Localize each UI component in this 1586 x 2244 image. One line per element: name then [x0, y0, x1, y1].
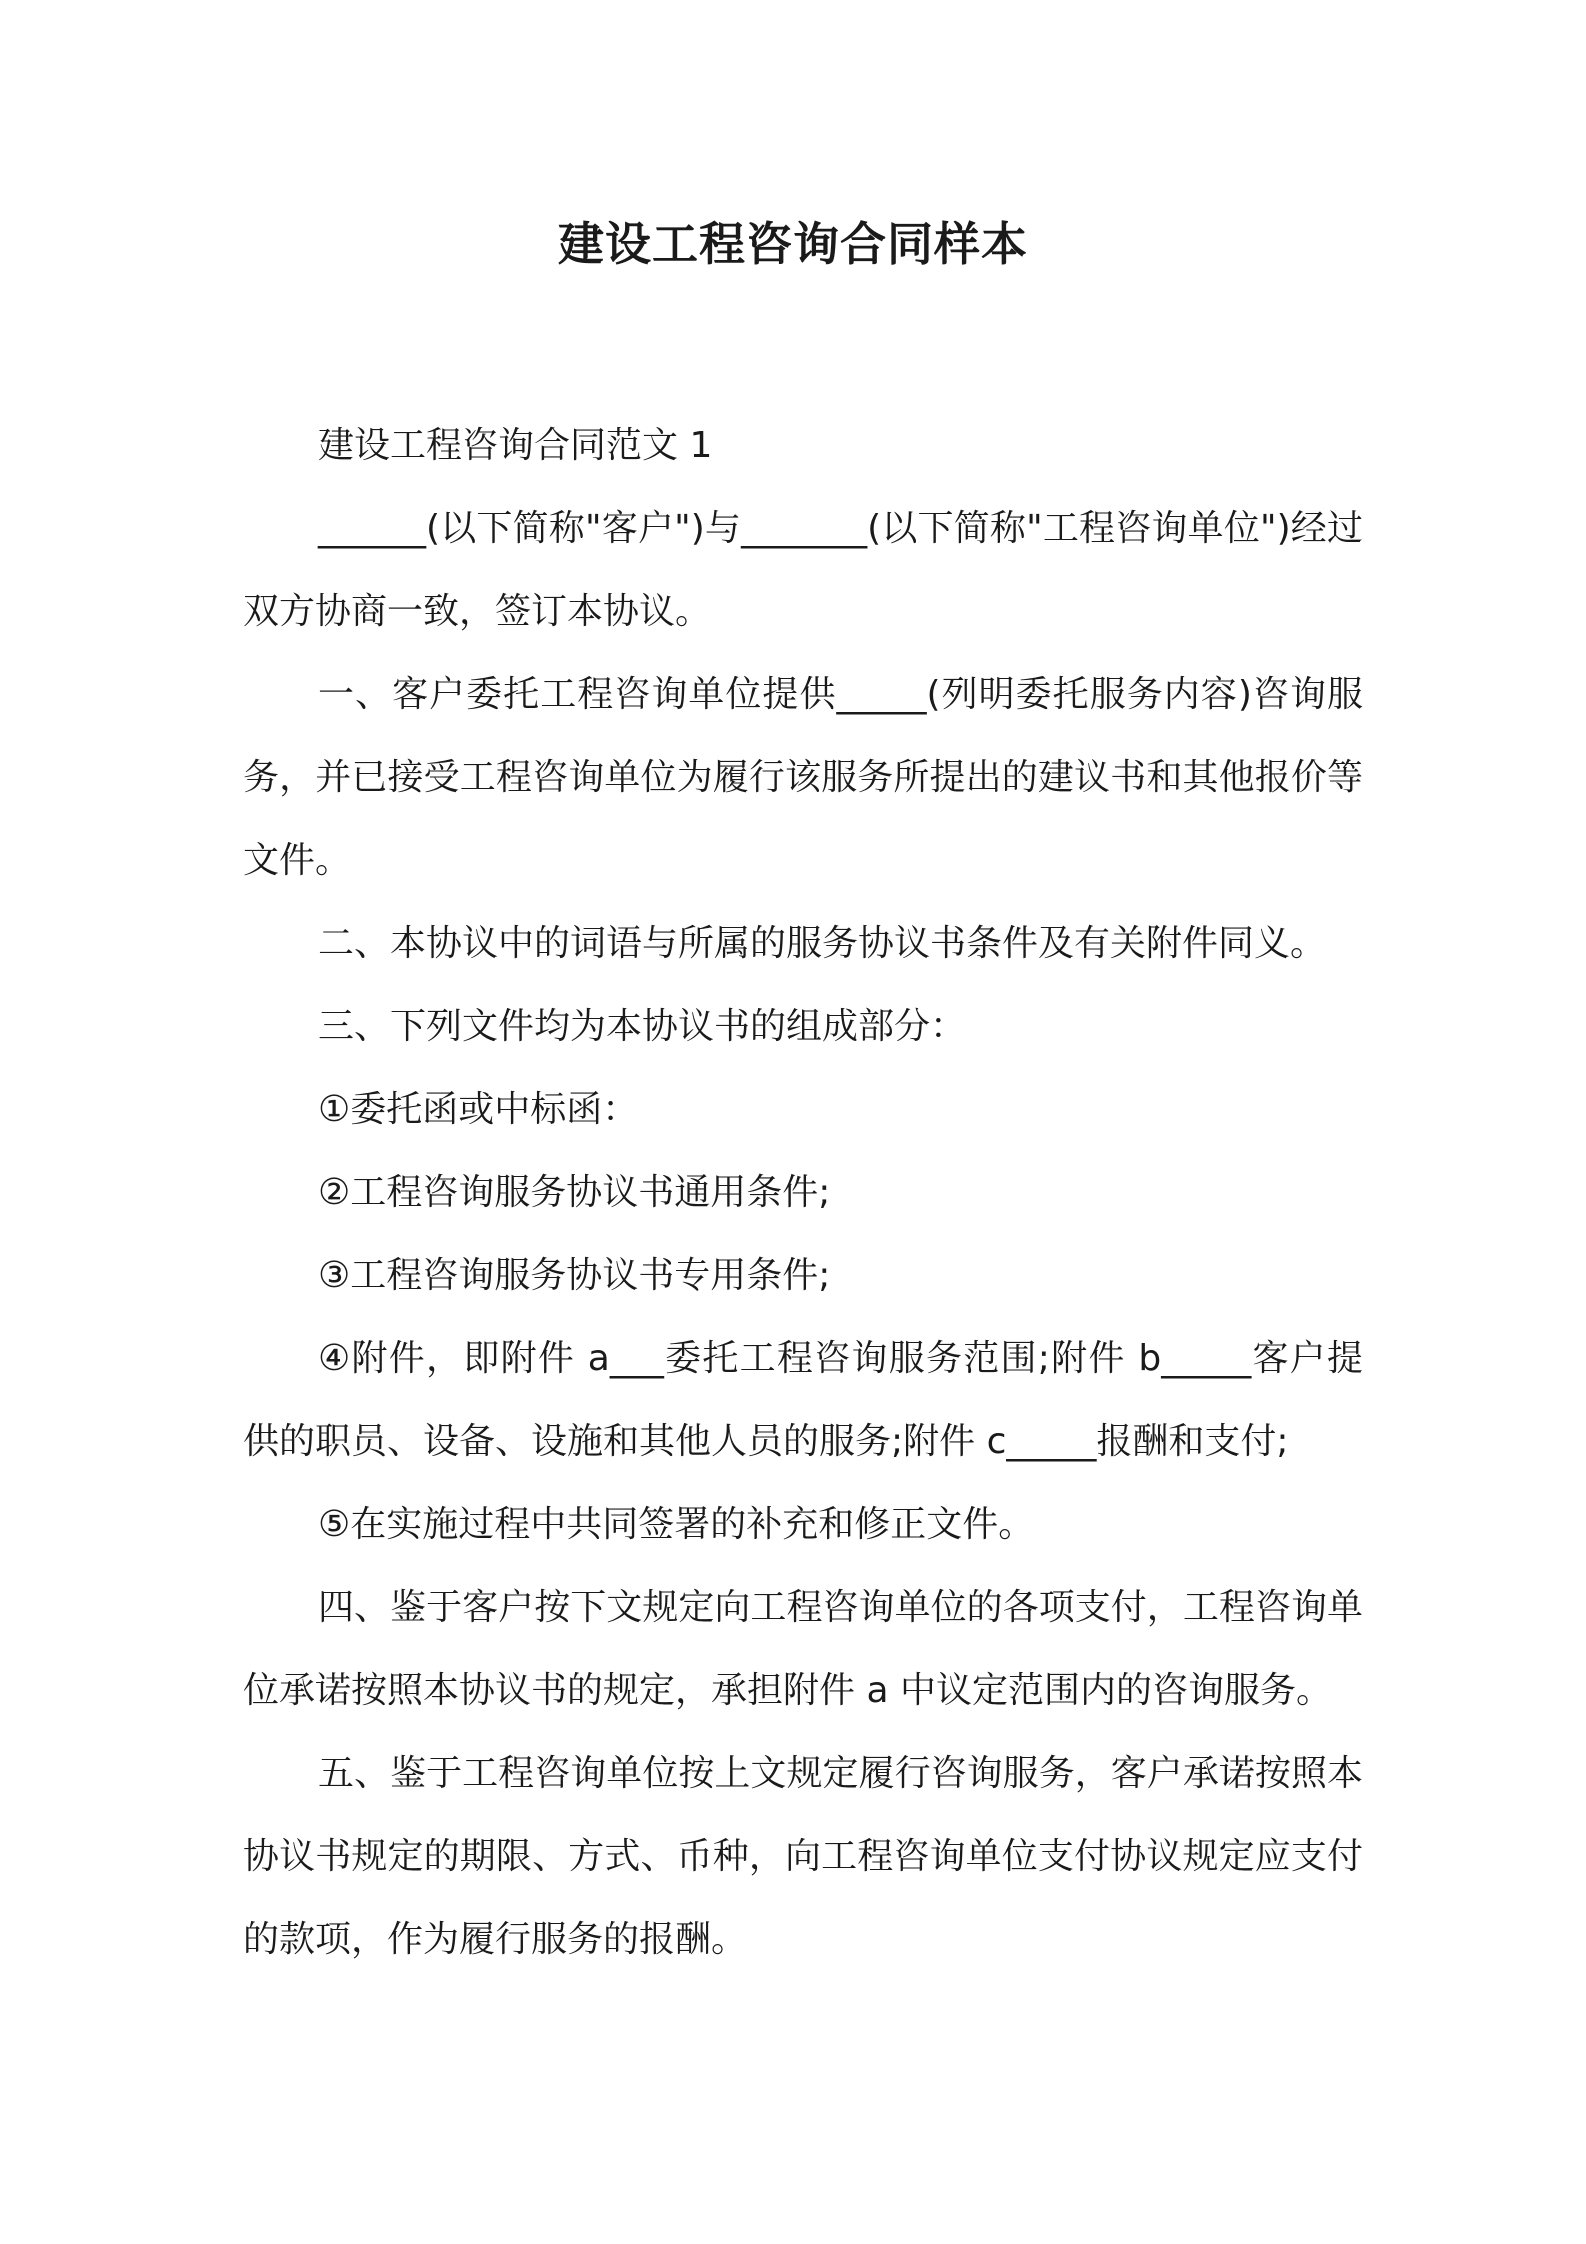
- list-item-2: ②工程咨询服务协议书通用条件;: [318, 1172, 831, 1213]
- paragraph-heading-sample: 建设工程咨询合同范文 1: [318, 425, 713, 466]
- paragraph-clause-3: 三、下列文件均为本协议书的组成部分：: [318, 1006, 967, 1047]
- paragraph-clause-5: 五、鉴于工程咨询单位按上文规定履行咨询服务，客户承诺按照本协议书规定的期限、方式、币种，向工程咨询单位支付协议规定应支付的款项，作为履行服务的报酬。: [243, 1753, 1363, 1960]
- document-title: 建设工程咨询合同样本: [558, 217, 1028, 271]
- list-item-4: ④附件，即附件 a___委托工程咨询服务范围;附件 b_____客户提供的职员、设备、设施和其他人员的服务;附件 c_____报酬和支付;: [243, 1338, 1363, 1462]
- paragraph-clause-4: 四、鉴于客户按下文规定向工程咨询单位的各项支付，工程咨询单位承诺按照本协议书的规定，承担附件 a 中议定范围内的咨询服务。: [243, 1587, 1363, 1711]
- list-item-3: ③工程咨询服务协议书专用条件;: [318, 1255, 831, 1296]
- paragraph-parties: ______(以下简称"客户")与_______(以下简称"工程咨询单位")经过双方协商一致，签订本协议。: [243, 508, 1363, 632]
- list-item-1: ①委托函或中标函：: [318, 1089, 639, 1130]
- document-body: [243, 404, 1363, 1981]
- list-item-5: ⑤在实施过程中共同签署的补充和修正文件。: [318, 1504, 1035, 1545]
- paragraph-clause-1: 一、客户委托工程咨询单位提供_____(列明委托服务内容)咨询服务，并已接受工程咨询单位为履行该服务所提出的建议书和其他报价等文件。: [243, 674, 1363, 881]
- paragraph-clause-2: 二、本协议中的词语与所属的服务协议书条件及有关附件同义。: [318, 923, 1327, 964]
